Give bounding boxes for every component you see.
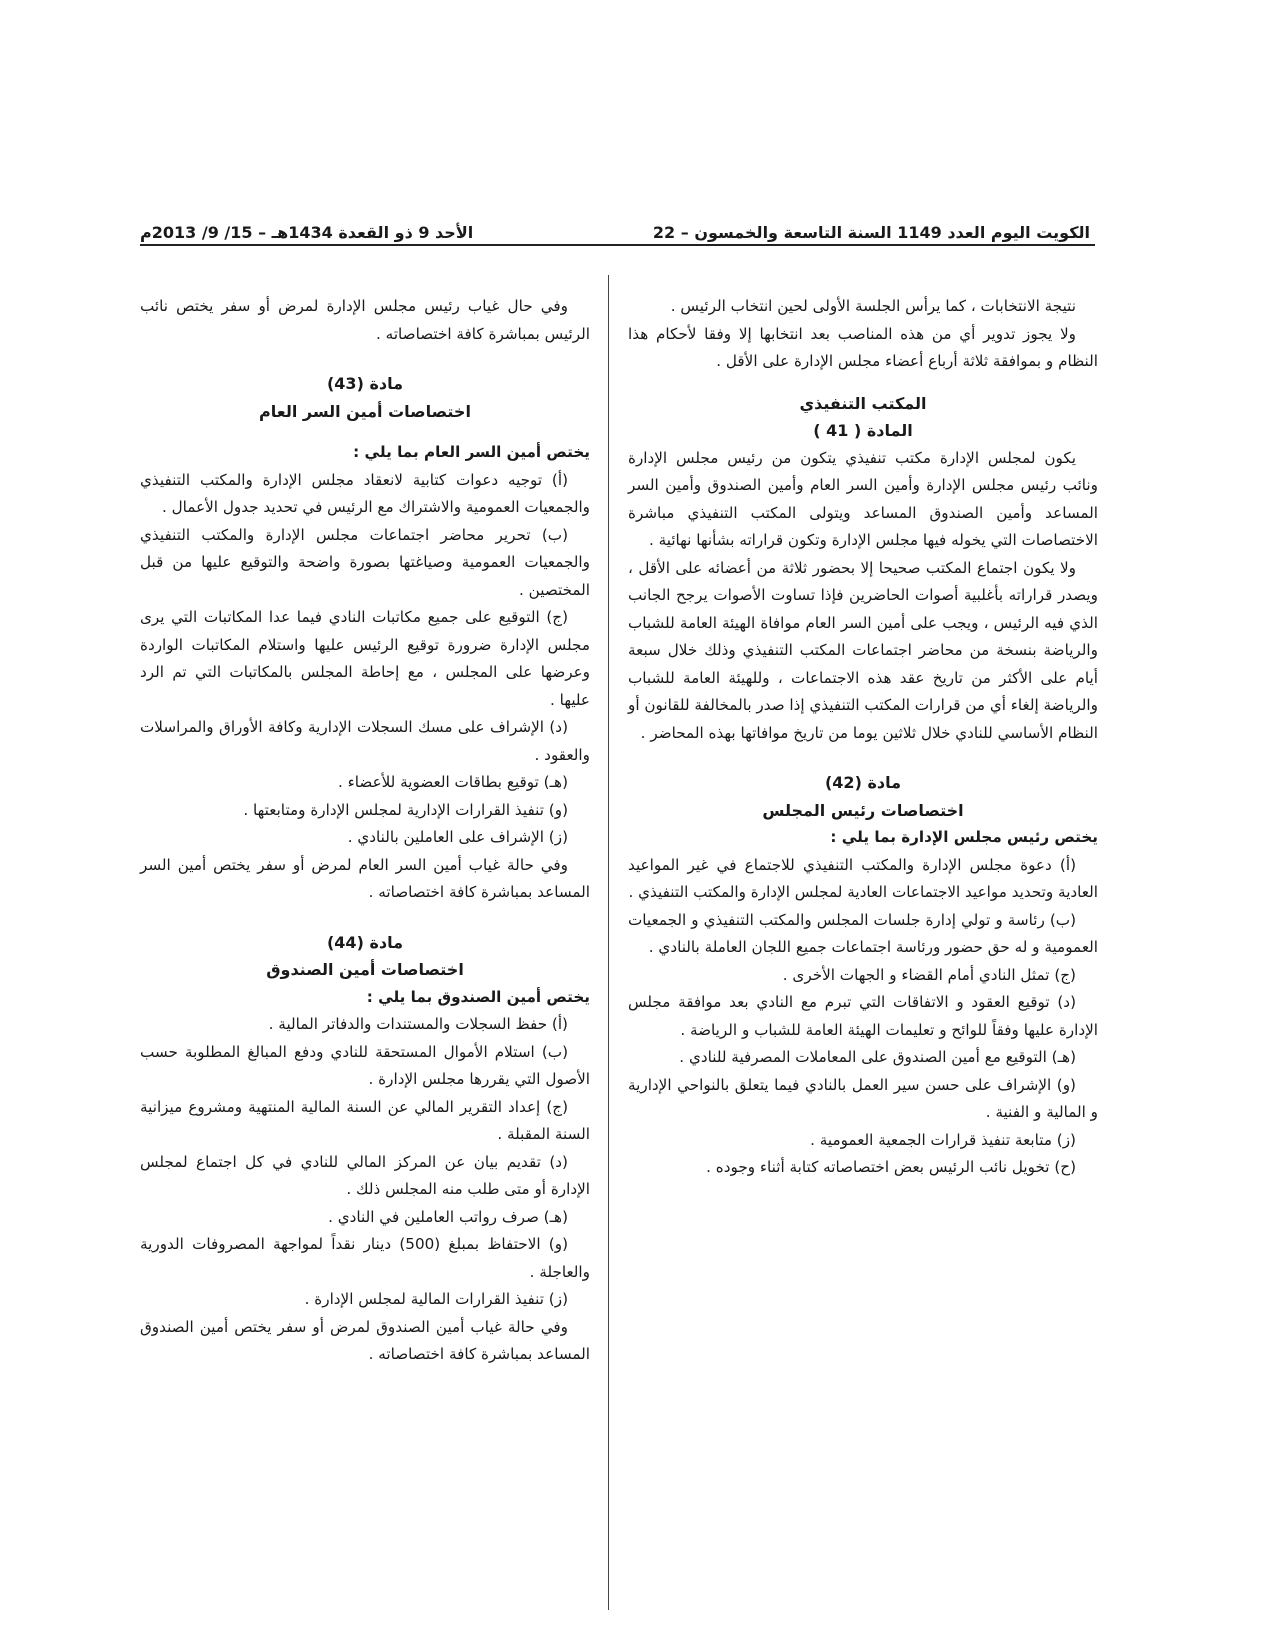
list-item: (أ) حفظ السجلات والمستندات والدفاتر المالية . <box>268 1015 568 1033</box>
article-41-paragraph-2: ولا يكون اجتماع المكتب صحيحا إلا بحضور ثلاثة من أعضائه على الأقل ، ويصدر قراراته بأغلبية أصوات الحاضرين فإذا تساوت الأصوات يرجح الجانب الذي فيه الرئيس ، ويجب على أمين السر العام موافاة الهيئة العامة للشباب والرياضة بنسخة من محاضر اجتماعات المكتب التنفيذي وذلك خلال سبعة أيام على الأكثر من تاريخ عقد هذه الاجتماعات ، وللهيئة العامة للشباب والرياضة إلغاء أي من قرارات المكتب التنفيذي إذا صدر بالمخالفة للقانون أو النظام الأساسي للنادي خلال ثلاثين يوما من تاريخ موافاتها بهذه المحاضر . <box>628 558 1098 742</box>
list-item: (هـ) صرف رواتب العاملين في النادي . <box>328 1207 568 1226</box>
article-44-title: مادة (44) <box>326 932 404 952</box>
page-header <box>140 212 1090 242</box>
list-item: (ب) تحرير محاضر اجتماعات مجلس الإدارة والمكتب التنفيذي والجمعيات العمومية وصياغتها بصورة واضحة والتوقيع عليها من قبل المختصين . <box>140 525 590 599</box>
list-item: (ج) التوقيع على جميع مكاتبات النادي فيما عدا المكاتبات التي يرى مجلس الإدارة ضرورة توقيع الرئيس عليها واستلام المكاتبات الواردة وعرضها على المجلس ، مع إحاطة المجلس بالمكاتبات التي تم الرد عليها . <box>140 608 590 709</box>
paragraph: ولا يجوز تدوير أي من هذه المناصب بعد انتخابها إلا وفقا لأحكام هذا النظام و بموافقة ثلاثة أرباع أعضاء مجلس الإدارة على الأقل . <box>628 324 1098 370</box>
article-44-heading: اختصاصات أمين الصندوق <box>266 960 464 979</box>
article-42-title: مادة (42) <box>824 773 902 792</box>
header-rule <box>140 244 1095 246</box>
paragraph: وفي حالة غياب أمين السر العام لمرض أو سفر يختص أمين السر المساعد بمباشرة كافة اختصاصاته . <box>140 855 590 901</box>
list-item: (أ) توجيه دعوات كتابية لانعقاد مجلس الإدارة والمكتب التنفيذي والجمعيات العمومية والاشتراك مع الرئيس في تحديد جدول الأعمال . <box>140 470 590 516</box>
list-item: (ج) إعداد التقرير المالي عن السنة المالية المنتهية ومشروع ميزانية السنة المقبلة . <box>140 1097 590 1143</box>
list-item: (و) الإشراف على حسن سير العمل بالنادي فيما يتعلق بالنواحي الإدارية و المالية و الفنية . <box>628 1075 1098 1121</box>
list-item: (و) الاحتفاظ بمبلغ (500) دينار نقداً لمواجهة المصروفات الدورية والعاجلة . <box>140 1235 590 1281</box>
article-41-title: المادة ( 41 ) <box>813 421 913 440</box>
article-42-heading: اختصاصات رئيس المجلس <box>762 800 964 820</box>
paragraph: نتيجة الانتخابات ، كما يرأس الجلسة الأولى لحين انتخاب الرئيس . <box>670 297 1076 315</box>
list-item: (ب) رئاسة و تولي إدارة جلسات المجلس والمكتب التنفيذي و الجمعيات العمومية و له حق حضور ورئاسة اجتماعات جميع اللجان العاملة بالنادي . <box>628 910 1098 956</box>
list-item: (د) تقديم بيان عن المركز المالي للنادي في كل اجتماع لمجلس الإدارة أو متى طلب منه المجلس ذلك . <box>140 1152 590 1198</box>
list-item: (ج) تمثل النادي أمام القضاء و الجهات الأخرى . <box>782 965 1076 984</box>
list-item: (ز) متابعة تنفيذ قرارات الجمعية العمومية . <box>810 1130 1076 1149</box>
list-item: (ز) الإشراف على العاملين بالنادي . <box>347 828 568 846</box>
list-item: (د) توقيع العقود و الاتفاقات التي تبرم مع النادي بعد موافقة مجلس الإدارة عليها وفقاً للوائح و تعليمات الهيئة العامة للشباب و الرياضة . <box>628 993 1098 1039</box>
section-title: المكتب التنفيذي <box>799 393 927 413</box>
list-item: (د) الإشراف على مسك السجلات الإدارية وكافة الأوراق والمراسلات والعقود . <box>140 718 590 764</box>
header-issue-info: الكويت اليوم العدد 1149 السنة التاسعة والخمسون – 22 <box>652 223 1090 242</box>
list-item: (ح) تخويل نائب الرئيس بعض اختصاصاته كتابة أثناء وجوده . <box>706 1158 1076 1176</box>
list-item: (ب) استلام الأموال المستحقة للنادي ودفع المبالغ المطلوبة حسب الأصول التي يقررها مجلس الإدارة . <box>140 1042 590 1088</box>
right-column <box>628 293 1098 1182</box>
article-41-paragraph-1: يكون لمجلس الإدارة مكتب تنفيذي يتكون من رئيس مجلس الإدارة ونائب رئيس مجلس الإدارة وأمين السر العام وأمين الصندوق وأمين السر المساعد وأمين الصندوق المساعد ويتولى المكتب التنفيذي مباشرة الاختصاصات التي يخوله فيها مجلس الإدارة وتكون قراراته بشأنها نهائية . <box>628 448 1098 549</box>
list-item: (أ) دعوة مجلس الإدارة والمكتب التنفيذي للاجتماع في غير المواعيد العادية وتحديد مواعيد الاجتماعات العادية لمجلس الإدارة والمكتب التنفيذي . <box>628 855 1098 901</box>
list-item: (ز) تنفيذ القرارات المالية لمجلس الإدارة . <box>304 1290 568 1308</box>
article-43-heading: اختصاصات أمين السر العام <box>259 401 471 421</box>
header-date: الأحد 9 ذو القعدة 1434هـ – 15/ 9/ 2013م <box>140 223 474 242</box>
left-column <box>140 293 590 1369</box>
article-43-intro: يختص أمين السر العام بما يلي : <box>353 443 590 461</box>
article-44-intro: يختص أمين الصندوق بما يلي : <box>366 987 590 1006</box>
list-item: (هـ) التوقيع مع أمين الصندوق على المعاملات المصرفية للنادي . <box>679 1048 1076 1066</box>
list-item: (هـ) توقيع بطاقات العضوية للأعضاء . <box>337 773 568 791</box>
paragraph: وفي حال غياب رئيس مجلس الإدارة لمرض أو سفر يختص نائب الرئيس بمباشرة كافة اختصاصاته . <box>140 297 590 343</box>
article-43-title: مادة (43) <box>326 374 404 393</box>
article-42-intro: يختص رئيس مجلس الإدارة بما يلي : <box>830 828 1098 846</box>
column-divider <box>608 275 609 1610</box>
list-item: (و) تنفيذ القرارات الإدارية لمجلس الإدارة ومتابعتها . <box>243 800 568 819</box>
paragraph: وفي حالة غياب أمين الصندوق لمرض أو سفر يختص أمين الصندوق المساعد بمباشرة كافة اختصاصاته . <box>140 1317 590 1363</box>
